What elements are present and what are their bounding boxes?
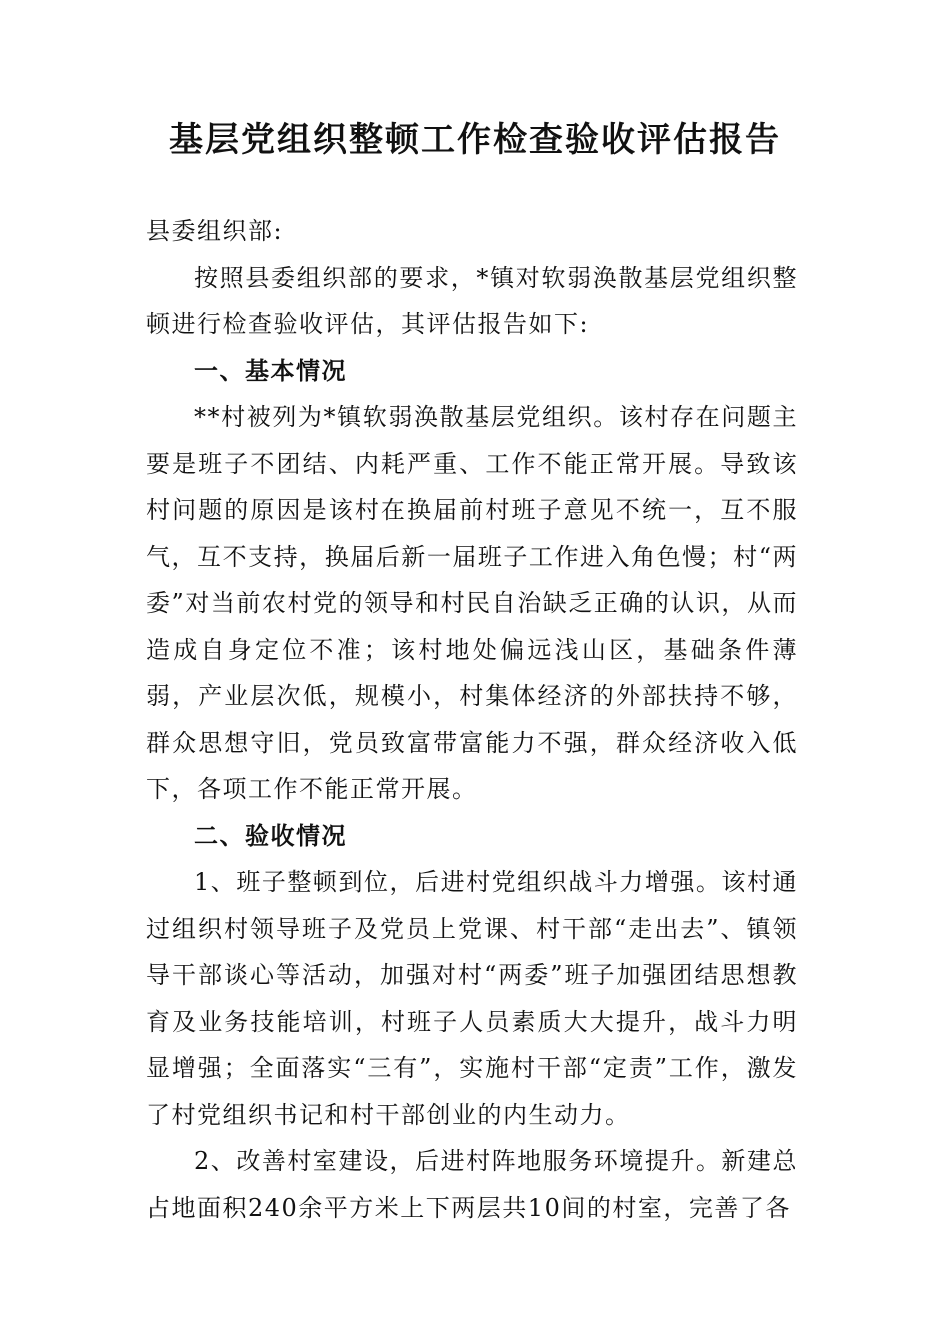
- section-heading-basic-situation: 一、基本情况: [194, 355, 347, 385]
- document-body: [146, 208, 798, 1231]
- intro-paragraph: 按照县委组织部的要求，*镇对软弱涣散基层党组织整顿进行检查验收评估，其评估报告如下:: [146, 263, 798, 338]
- acceptance-item-2: 2、改善村室建设，后进村阵地服务环境提升。新建总占地面积240余平方米上下两层共10间的村室，完善了各: [146, 1147, 798, 1222]
- salutation: 县委组织部:: [146, 217, 284, 245]
- acceptance-item-1: 1、班子整顿到位，后进村党组织战斗力增强。该村通过组织村领导班子及党员上党课、村干部“走出去”、镇领导干部谈心等活动，加强对村“两委”班子加强团结思想教育及业务技能培训，村班子人员素质大大提升，战斗力明显增强；全面落实“三有”，实施村干部“定责”工作，激发了村党组织书记和村干部创业的内生动力。: [146, 868, 798, 1129]
- basic-situation-paragraph: **村被列为*镇软弱涣散基层党组织。该村存在问题主要是班子不团结、内耗严重、工作不能正常开展。导致该村问题的原因是该村在换届前村班子意见不统一，互不服气，互不支持，换届后新一届班子工作进入角色慢；村“两委”对当前农村党的领导和村民自治缺乏正确的认识，从而造成自身定位不准；该村地处偏远浅山区，基础条件薄弱，产业层次低，规模小，村集体经济的外部扶持不够，群众思想守旧，党员致富带富能力不强，群众经济收入低下，各项工作不能正常开展。: [146, 403, 798, 803]
- section-heading-acceptance: 二、验收情况: [194, 820, 347, 850]
- document-title: 基层党组织整顿工作检查验收评估报告: [169, 120, 781, 160]
